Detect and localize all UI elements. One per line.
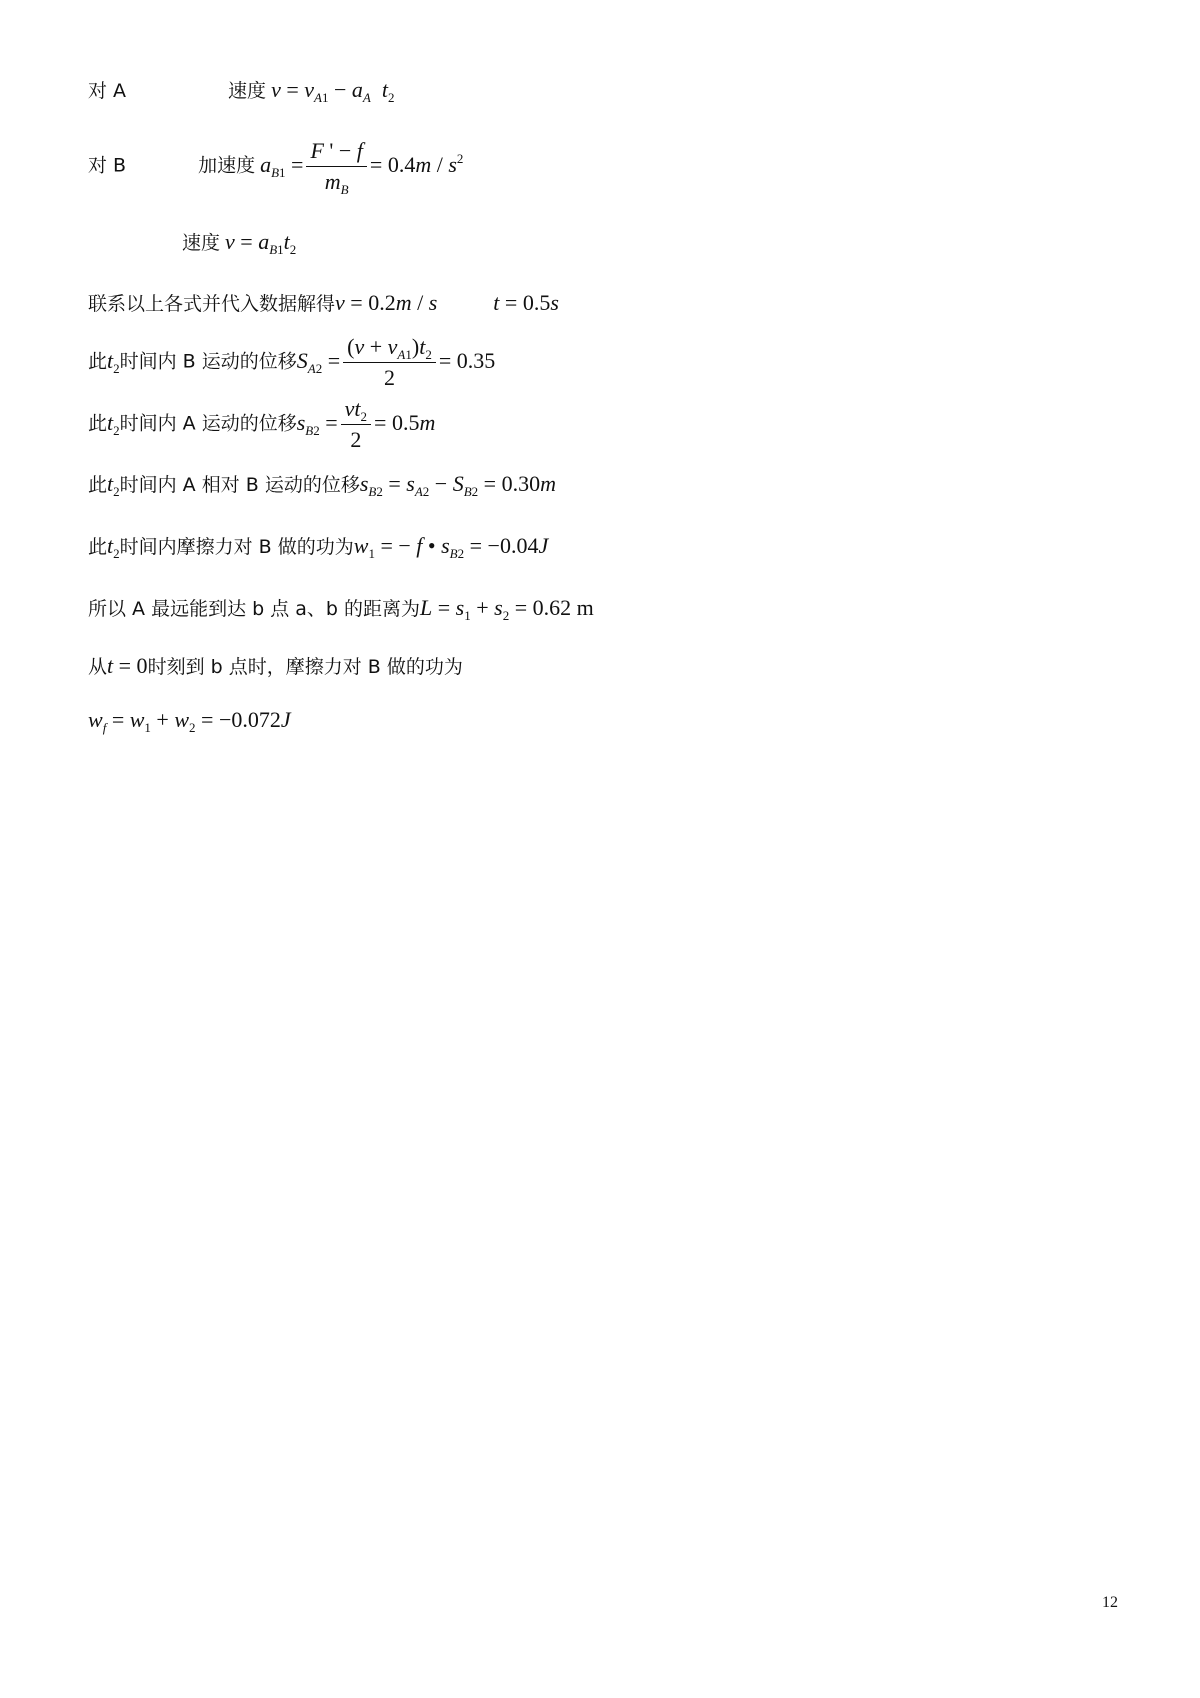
formula-va: $v = v_{A1} - a_A$ $t_2$ [271,77,395,105]
line-b-displacement: 此$t_2$时间内 B 运动的位移$S_{A2}$ = $\frac{(v + v_{A1})t_2}{2}$ = 0.35 [88,334,496,390]
line-solution: 联系以上各式并代入数据解得v = 0.2m / s t = 0.5s [88,290,559,315]
line-a-velocity: 对 A 速度 $v = v_{A1} - a_A$ $t_2$ [88,77,395,105]
line-b-velocity: 速度 $v = a_{B1}t_2$ [182,229,297,257]
line-friction-work: 此$t_2$时间内摩擦力对 B 做的功为$w_1$ = − f • $s_{B2} = -0.04J$ [88,533,549,561]
formula-vb: $v = a_{B1}t_2$ [225,229,297,257]
line-total-work: $w_f = w_1 + w_2 = -0.072J$ [88,707,291,735]
line-a-displacement: 此$t_2$时间内 A 运动的位移$s_{B2}$ = $\frac{vt_2}{2}$ = 0.5m [88,396,436,452]
line-total-work-intro: 从t = 0时刻到 b 点时，摩擦力对 B 做的功为 [88,653,463,678]
page-number: 12 [1102,1594,1118,1611]
line-distance: 所以 A 最远能到达 b 点 a、b 的距离为$L = s_1 + s_2 = 0.62$ m [88,595,594,623]
line-b-acceleration: 对 B 加速度 $a_{B1}$ = $\frac{F ' - f}{m_B}$ = $0.4m / s^2$ [88,138,464,197]
line-relative-displacement: 此$t_2$时间内 A 相对 B 运动的位移$s_{B2} = s_{A2} - S_{B2} = 0.30m$ [88,471,556,499]
formula-ab1: $a_{B1}$ = $\frac{F ' - f}{m_B}$ = $0.4m / s^2$ [260,138,464,197]
label-for-a: 对 A [88,80,127,102]
label-for-b: 对 B [88,154,127,177]
